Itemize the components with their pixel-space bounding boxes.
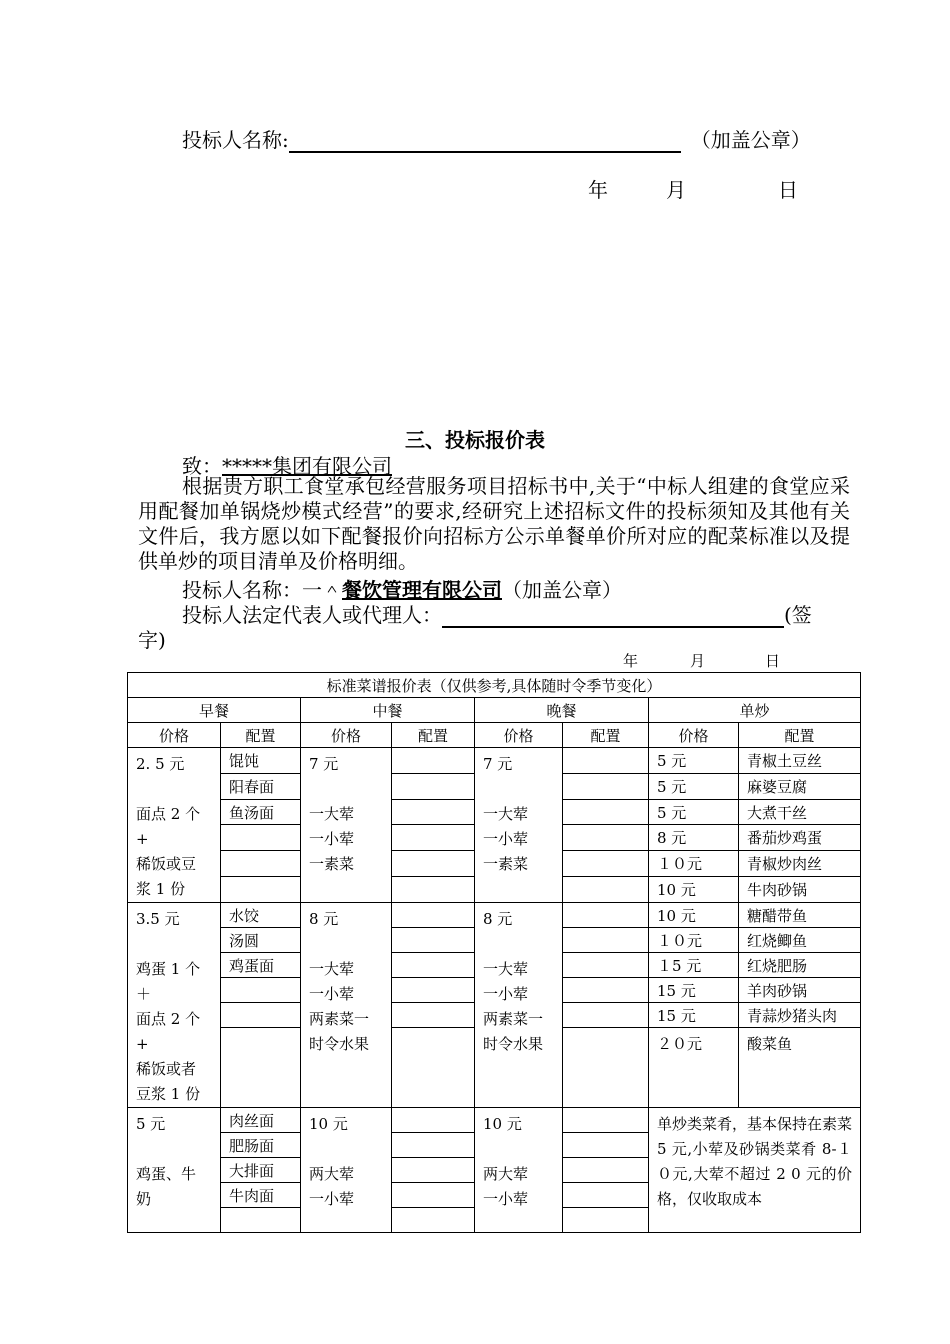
signature-note-a: (签 <box>784 603 812 627</box>
lunch-price-cell: 7 元 一大荤 一小荤 一素菜 <box>301 748 392 903</box>
stir-price: ２０元 <box>649 1028 739 1108</box>
bidder-name-label: 投标人名称: <box>182 128 289 152</box>
dinner-config-cell <box>563 851 649 877</box>
date-month-label: 月 <box>666 178 686 202</box>
seal-note: （加盖公章） <box>690 128 811 152</box>
stir-price: 10 元 <box>649 903 739 928</box>
stir-price: １０元 <box>649 928 739 953</box>
lunch-config-cell <box>392 928 475 953</box>
stir-price: 5 元 <box>649 773 739 799</box>
date-day-label: 日 <box>778 178 798 202</box>
stir-price: １０元 <box>649 851 739 877</box>
dinner-config-cell <box>563 1133 649 1158</box>
breakfast-item <box>221 1028 301 1108</box>
subheader-config: 配置 <box>392 723 475 748</box>
breakfast-item: 汤圆 <box>221 928 301 953</box>
lunch-config-cell <box>392 748 475 774</box>
dinner-config-cell <box>563 1003 649 1028</box>
dinner-config-cell <box>563 928 649 953</box>
stir-dish: 酸菜鱼 <box>739 1028 861 1108</box>
dinner-config-cell <box>563 799 649 825</box>
stir-dish: 青蒜炒猪头肉 <box>739 1003 861 1028</box>
stir-dish: 红烧鲫鱼 <box>739 928 861 953</box>
subheader-config: 配置 <box>739 723 861 748</box>
stir-price: 15 元 <box>649 978 739 1003</box>
stir-dish: 番茄炒鸡蛋 <box>739 825 861 851</box>
subheader-price: 价格 <box>649 723 739 748</box>
subheader-price: 价格 <box>301 723 392 748</box>
lunch-config-cell <box>392 1003 475 1028</box>
breakfast-item <box>221 1208 301 1233</box>
lunch-config-cell <box>392 903 475 928</box>
subheader-config: 配置 <box>563 723 649 748</box>
signature-note-b: 字) <box>138 628 166 652</box>
breakfast-item <box>221 851 301 877</box>
header-dinner: 晚餐 <box>475 698 649 723</box>
representative-blank <box>442 604 784 628</box>
lunch-config-cell <box>392 1133 475 1158</box>
breakfast-item <box>221 1003 301 1028</box>
breakfast-price-cell: 5 元 鸡蛋、牛 奶 <box>128 1108 221 1233</box>
breakfast-item <box>221 825 301 851</box>
lunch-config-cell <box>392 1208 475 1233</box>
dinner-config-cell <box>563 1158 649 1183</box>
stir-dish: 青椒土豆丝 <box>739 748 861 774</box>
dinner-config-cell <box>563 1208 649 1233</box>
table-title: 标准菜谱报价表（仅供参考,具体随时令季节变化） <box>128 673 861 698</box>
breakfast-item: 馄饨 <box>221 748 301 774</box>
lunch-config-cell <box>392 1108 475 1133</box>
stir-price: 8 元 <box>649 825 739 851</box>
dinner-config-cell <box>563 773 649 799</box>
bidder-prefix: 一＾ <box>302 578 342 602</box>
breakfast-price-cell: 2. 5 元 面点 2 个+ 稀饭或豆 浆 1 份 <box>128 748 221 903</box>
recipient-prefix: 致： <box>182 454 222 478</box>
lunch-config-cell <box>392 1158 475 1183</box>
menu-price-table <box>127 672 861 1233</box>
stir-dish: 牛肉砂锅 <box>739 877 861 903</box>
breakfast-item <box>221 877 301 903</box>
dinner-config-cell <box>563 1183 649 1208</box>
dinner-config-cell <box>563 825 649 851</box>
bidder-seal-note: （加盖公章） <box>502 578 622 602</box>
lunch-price-cell: 10 元 两大荤 一小荤 <box>301 1108 392 1233</box>
breakfast-price-cell: 3.5 元 鸡蛋 1 个 ＋ 面点 2 个+ 稀饭或者 豆浆 1 份 <box>128 903 221 1108</box>
header-stir-fry: 单炒 <box>649 698 861 723</box>
header-lunch: 中餐 <box>301 698 475 723</box>
date-year-label: 年 <box>588 178 608 202</box>
lunch-config-cell <box>392 877 475 903</box>
stir-dish: 红烧肥肠 <box>739 953 861 978</box>
subheader-price: 价格 <box>128 723 221 748</box>
bidder-name-blank <box>289 129 681 153</box>
stir-dish: 糖醋带鱼 <box>739 903 861 928</box>
bidder-company: 餐饮管理有限公司 <box>342 578 502 602</box>
lunch-price-cell: 8 元 一大荤 一小荤 两素菜一 时令水果 <box>301 903 392 1108</box>
dinner-config-cell <box>563 953 649 978</box>
stir-dish: 青椒炒肉丝 <box>739 851 861 877</box>
lunch-config-cell <box>392 953 475 978</box>
dinner-price-cell: 8 元 一大荤 一小荤 两素菜一 时令水果 <box>475 903 563 1108</box>
stir-price: 15 元 <box>649 1003 739 1028</box>
dinner-config-cell <box>563 748 649 774</box>
stir-dish: 麻婆豆腐 <box>739 773 861 799</box>
lunch-config-cell <box>392 1183 475 1208</box>
stir-price: 5 元 <box>649 799 739 825</box>
lunch-config-cell <box>392 799 475 825</box>
date-month-label-2: 月 <box>690 652 706 670</box>
body-paragraph: 根据贵方职工食堂承包经营服务项目招标书中,关于“中标人组建的食堂应采用配餐加单锅烧炒模式经营”的要求,经研究上述招标文件的投标须知及其他有关文件后，我方愿以如下配餐报价向招标方公示单餐单价所对应的配菜标准以及提供单炒的项目清单及价格明细。 <box>138 474 850 573</box>
stir-price: 10 元 <box>649 877 739 903</box>
bidder-name-line <box>182 124 811 153</box>
representative-line <box>182 599 812 628</box>
dinner-price-cell: 7 元 一大荤 一小荤 一素菜 <box>475 748 563 903</box>
date-day-label-2: 日 <box>765 652 781 670</box>
header-breakfast: 早餐 <box>128 698 301 723</box>
breakfast-item: 牛肉面 <box>221 1183 301 1208</box>
stir-price: 5 元 <box>649 748 739 774</box>
stir-price: １5 元 <box>649 953 739 978</box>
breakfast-item: 肥肠面 <box>221 1133 301 1158</box>
lunch-config-cell <box>392 1028 475 1108</box>
stir-dish: 羊肉砂锅 <box>739 978 861 1003</box>
recipient-company: *****集团有限公司 <box>222 454 392 478</box>
breakfast-item: 鸡蛋面 <box>221 953 301 978</box>
stir-dish: 大煮干丝 <box>739 799 861 825</box>
subheader-config: 配置 <box>221 723 301 748</box>
dinner-price-cell: 10 元 两大荤 一小荤 <box>475 1108 563 1233</box>
dinner-config-cell <box>563 1028 649 1108</box>
date-year-label-2: 年 <box>623 652 639 670</box>
lunch-config-cell <box>392 773 475 799</box>
representative-label: 投标人法定代表人或代理人： <box>182 603 442 627</box>
lunch-config-cell <box>392 825 475 851</box>
dinner-config-cell <box>563 877 649 903</box>
breakfast-item: 水饺 <box>221 903 301 928</box>
breakfast-item: 鱼汤面 <box>221 799 301 825</box>
dinner-config-cell <box>563 1108 649 1133</box>
breakfast-item <box>221 978 301 1003</box>
dinner-config-cell <box>563 903 649 928</box>
section-title: 三、投标报价表 <box>405 428 545 452</box>
bidder-label: 投标人名称： <box>182 578 302 602</box>
lunch-config-cell <box>392 978 475 1003</box>
breakfast-item: 大排面 <box>221 1158 301 1183</box>
subheader-price: 价格 <box>475 723 563 748</box>
breakfast-item: 肉丝面 <box>221 1108 301 1133</box>
stir-fry-note: 单炒类菜肴，基本保持在素菜 5 元,小荤及砂锅类菜肴 8-１０元,大荤不超过 2 0 元的价格，仅收取成本 <box>649 1108 861 1233</box>
dinner-config-cell <box>563 978 649 1003</box>
lunch-config-cell <box>392 851 475 877</box>
breakfast-item: 阳春面 <box>221 773 301 799</box>
